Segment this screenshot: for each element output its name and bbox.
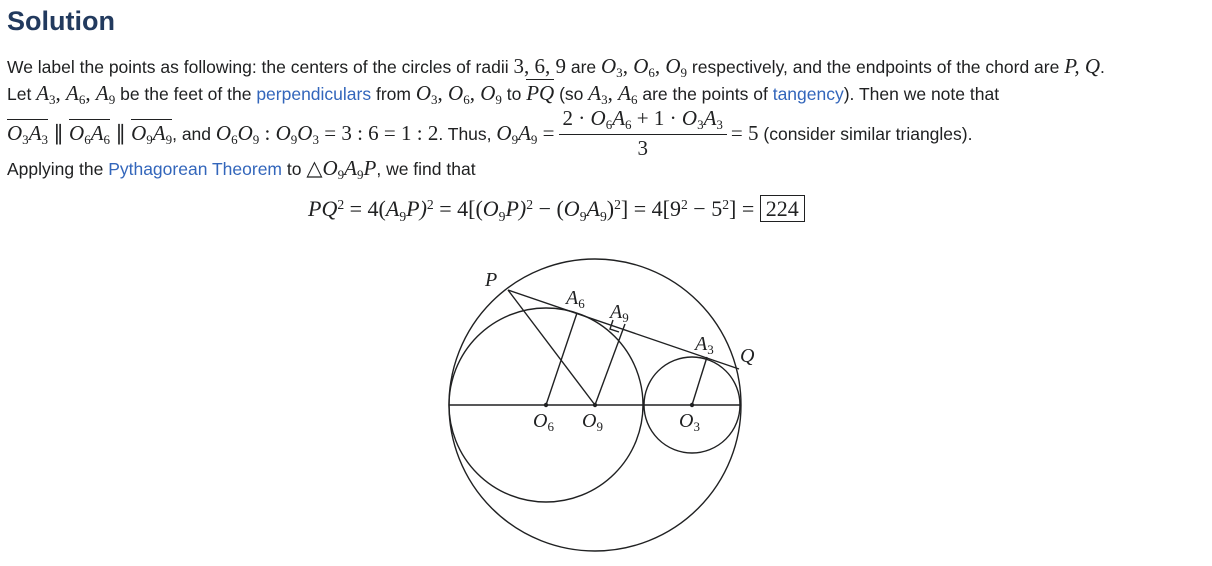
label-o6: $O_6$ (533, 410, 554, 434)
paragraph-3: $O_3A_3$ ∥ $O_6A_6$ ∥ $O_9A_9$, and $O_6O_9$ : $O_9O_3 = 3$ : 6 = 1 : 2. Thus, $O_9A_9$ = $\frac{2 \cdot O_6A_6 + 1 \cdot O_3A_3}{3}$ = 5 (consider similar triangles). (7, 106, 973, 160)
math-segment-o9a9: $O_9A_9$ (131, 121, 173, 148)
label-q: Q (740, 345, 755, 367)
math-a6: $A_6$ (66, 81, 86, 108)
math-triangle-o9a9p: $O_9A_9P$ (322, 156, 377, 183)
math-ratio: $O_6O_9$ : $O_9O_3 = 3$ : 6 = 1 : 2 (215, 121, 439, 148)
label-o9: $O_9$ (582, 410, 603, 434)
solution-heading: Solution (7, 6, 115, 36)
math-o6: $O_6$ (633, 54, 655, 81)
math-pq: P, Q (1064, 54, 1100, 78)
display-equation: $PQ^2 = 4(A_9P)^2 = 4[(O_9P)^2 - (O_9A_9)^2] = 4[9^2 - 5^2] = 224$ (308, 196, 805, 222)
point-o6 (544, 403, 548, 407)
triangle-symbol: △ (306, 156, 323, 180)
paragraph-4: Applying the Pythagorean Theorem to $\triangle O_9A_9P$, we find that (7, 156, 476, 183)
point-o3 (690, 403, 694, 407)
segment-o9a9 (595, 324, 625, 405)
text: are (565, 57, 601, 77)
fraction-denominator: 3 (637, 136, 648, 160)
point-o9 (593, 403, 597, 407)
label-a3: $A_3$ (695, 333, 714, 357)
pythagorean-theorem-link[interactable]: Pythagorean Theorem (108, 159, 282, 179)
fraction-numerator: $2 \cdot O_6A_6 + 1 \cdot O_3A_3$ (559, 106, 727, 135)
math-o3: $O_3$ (601, 54, 623, 81)
text: We label the points as following: the centers of the circles of radii (7, 57, 514, 77)
text: respectively, and the endpoints of the chord are (687, 57, 1065, 77)
math-segment-o3a3: $O_3A_3$ (7, 121, 49, 148)
math-a9: $A_9$ (95, 81, 116, 108)
label-a6: $A_6$ (566, 287, 585, 311)
segment-o6a6 (546, 313, 577, 405)
math-a3: $A_3$ (36, 81, 56, 108)
label-a9: $A_9$ (610, 301, 629, 325)
paragraph-2: Let $A_3$, $A_6$, $A_9$ be the feet of the perpendiculars from $O_3$, $O_6$, $O_9$ to PQ (so $A_3$, $A_6$ are the points of tangency). Then we note that (7, 81, 1000, 108)
paragraph-1: We label the points as following: the centers of the circles of radii 3, 6, 9 are $O_3$, $O_6$, $O_9$ respectively, and the endpoints of the chord are P, Q. (7, 54, 1105, 81)
math-segment-o6a6: $O_6A_6$ (69, 121, 111, 148)
tangency-link[interactable]: tangency (772, 84, 844, 104)
math-radii: 3, 6, 9 (513, 54, 566, 78)
segment-o3a3 (692, 357, 707, 405)
label-o3: $O_3$ (679, 410, 700, 434)
math-segment-pq: PQ (526, 81, 555, 105)
math-o9: $O_9$ (665, 54, 688, 81)
perpendiculars-link[interactable]: perpendiculars (256, 84, 372, 104)
math-o9a9: $O_9A_9$ (496, 121, 538, 148)
label-p: P (485, 269, 498, 291)
answer-box: 224 (760, 195, 805, 222)
